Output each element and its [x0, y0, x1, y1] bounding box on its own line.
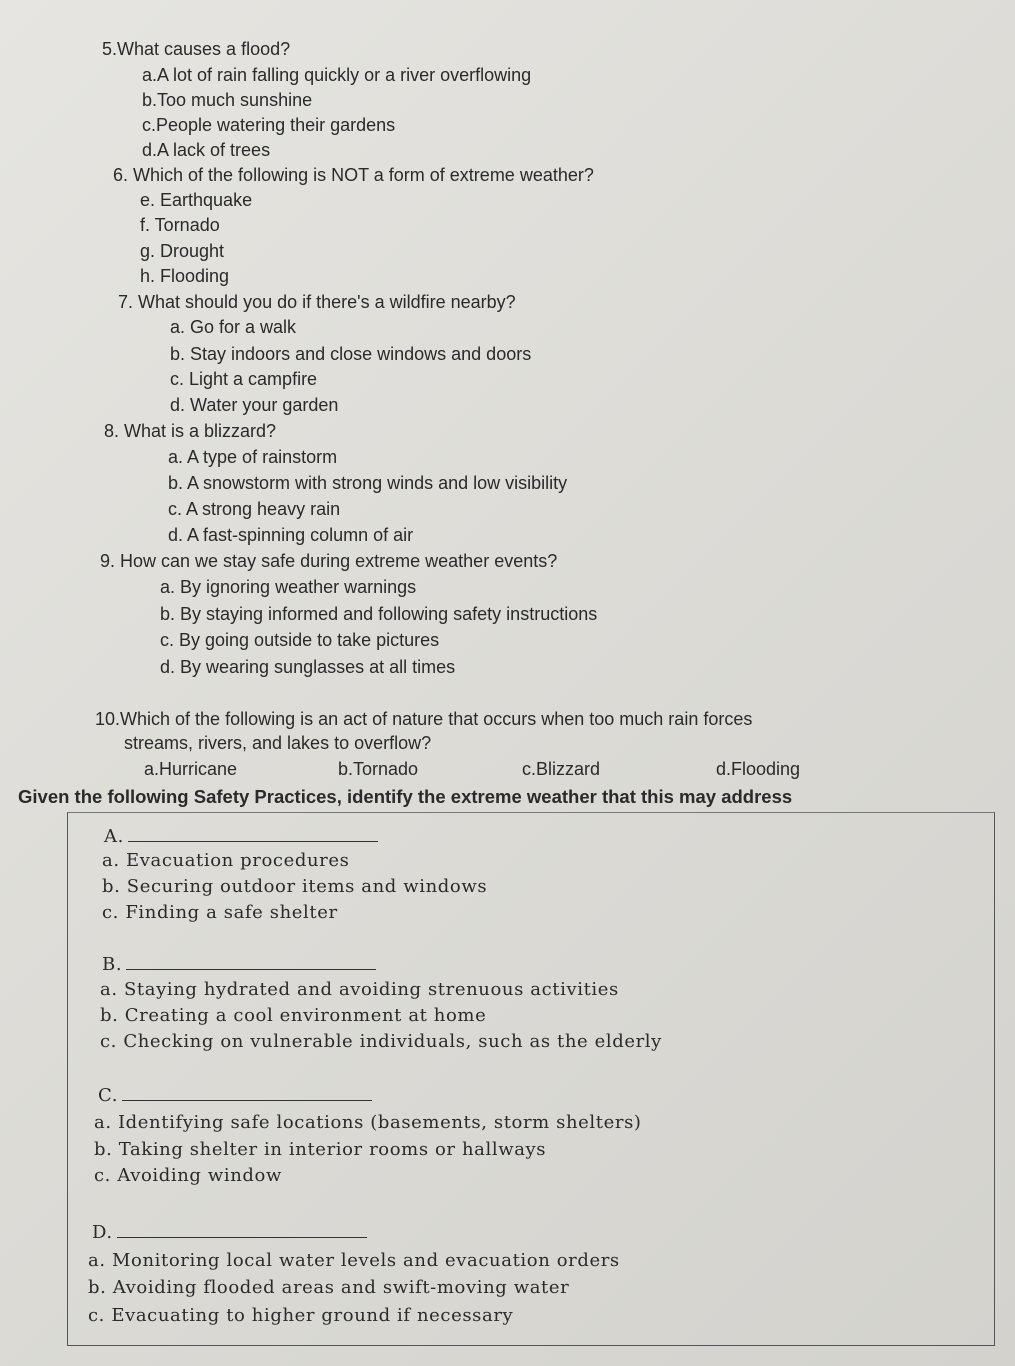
q8-option-a: a. A type of rainstorm	[168, 447, 338, 467]
group-d-letter: D.	[92, 1222, 113, 1243]
q8-option-d: d. A fast-spinning column of air	[168, 525, 414, 545]
q10-option-b: b.Tornado	[338, 759, 419, 779]
q9-option-c: c. By going outside to take pictures	[160, 630, 440, 650]
q5-option-d: d.A lack of trees	[142, 140, 271, 160]
group-b-item-c: c. Checking on vulnerable individuals, such as the elderly	[100, 1031, 662, 1052]
group-a-label	[104, 825, 378, 848]
q6-option-e: e. Earthquake	[140, 190, 253, 210]
question-6: 6. Which of the following is NOT a form of extreme weather?	[113, 165, 594, 185]
q9-option-d: d. By wearing sunglasses at all times	[160, 657, 456, 677]
group-d-item-c: c. Evacuating to higher ground if necessary	[88, 1305, 514, 1326]
q8-option-c: c. A strong heavy rain	[168, 499, 341, 519]
group-c-item-c: c. Avoiding window	[94, 1165, 282, 1186]
q5-option-c: c.People watering their gardens	[142, 115, 396, 135]
group-a-item-b: b. Securing outdoor items and windows	[102, 876, 488, 897]
question-8: 8. What is a blizzard?	[104, 421, 277, 441]
q6-option-f: f. Tornado	[140, 215, 220, 235]
group-b-item-a: a. Staying hydrated and avoiding strenuous activities	[100, 979, 619, 1000]
question-7: 7. What should you do if there's a wildfire nearby?	[118, 292, 516, 312]
group-b-answer-blank[interactable]	[126, 953, 376, 970]
group-c-item-b: b. Taking shelter in interior rooms or hallways	[94, 1139, 547, 1160]
group-c-item-a: a. Identifying safe locations (basements, storm shelters)	[94, 1112, 642, 1133]
q9-option-b: b. By staying informed and following safety instructions	[160, 604, 598, 624]
group-a-item-a: a. Evacuation procedures	[102, 850, 350, 871]
question-9: 9. How can we stay safe during extreme weather events?	[100, 551, 558, 571]
q8-option-b: b. A snowstorm with strong winds and low visibility	[168, 473, 568, 493]
q6-option-h: h. Flooding	[140, 266, 230, 286]
group-a-answer-blank[interactable]	[128, 825, 378, 842]
q5-option-b: b.Too much sunshine	[142, 90, 313, 110]
safety-instruction: Given the following Safety Practices, identify the extreme weather that this may address	[18, 786, 793, 807]
q7-option-a: a. Go for a walk	[170, 317, 297, 337]
group-c-label	[98, 1084, 372, 1107]
question-5: 5.What causes a flood?	[102, 39, 291, 59]
q9-option-a: a. By ignoring weather warnings	[160, 577, 417, 597]
q10-option-a: a.Hurricane	[144, 759, 238, 779]
group-a-letter: A.	[104, 826, 124, 847]
group-d-label	[92, 1221, 367, 1244]
q10-option-c: c.Blizzard	[522, 759, 601, 779]
q5-option-a: a.A lot of rain falling quickly or a river overflowing	[142, 65, 532, 85]
q10-option-d: d.Flooding	[716, 759, 801, 779]
group-d-item-b: b. Avoiding flooded areas and swift-moving water	[88, 1277, 570, 1298]
group-d-answer-blank[interactable]	[117, 1221, 367, 1238]
group-a-item-c: c. Finding a safe shelter	[102, 902, 338, 923]
question-10-line-1: 10.Which of the following is an act of nature that occurs when too much rain forces	[95, 709, 753, 729]
question-10-line-2: streams, rivers, and lakes to overflow?	[124, 733, 432, 753]
group-b-letter: B.	[102, 954, 123, 975]
q6-option-g: g. Drought	[140, 241, 225, 261]
group-c-letter: C.	[98, 1085, 119, 1106]
group-b-item-b: b. Creating a cool environment at home	[100, 1005, 487, 1026]
group-b-label	[102, 953, 376, 976]
q7-option-c: c. Light a campfire	[170, 369, 318, 389]
q7-option-d: d. Water your garden	[170, 395, 339, 415]
q7-option-b: b. Stay indoors and close windows and doors	[170, 344, 532, 364]
group-d-item-a: a. Monitoring local water levels and evacuation orders	[88, 1250, 620, 1271]
group-c-answer-blank[interactable]	[122, 1084, 372, 1101]
